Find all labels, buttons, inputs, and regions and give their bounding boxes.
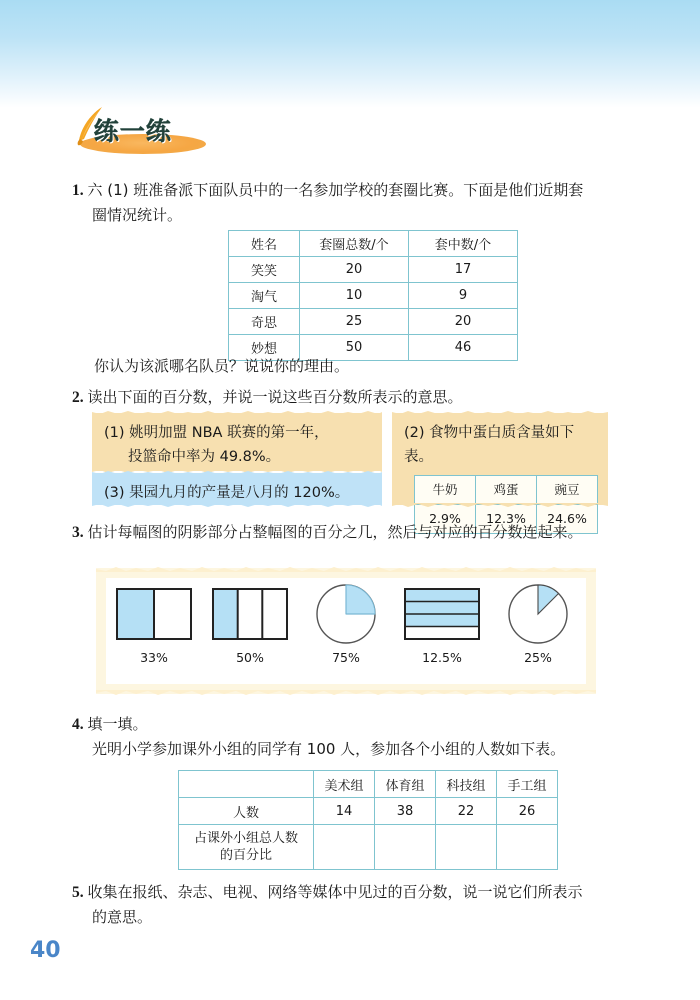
- figure-label-4: 12.5%: [422, 650, 462, 665]
- table1-r3-hit: 46: [409, 335, 518, 361]
- table3-header-sports: 体育组: [375, 771, 436, 798]
- table3-percent-art[interactable]: [314, 825, 375, 870]
- question-5-text-line1: 收集在报纸、杂志、电视、网络等媒体中见过的百分数，说一说它们所表示: [87, 883, 583, 901]
- table3-header-art: 美术组: [314, 771, 375, 798]
- question-5-number: 5.: [72, 884, 84, 901]
- table1-r1-name: 淘气: [229, 283, 300, 309]
- figure-cell-5: [492, 578, 584, 665]
- table1-r0-hit: 17: [409, 257, 518, 283]
- figure-cell-3: [300, 578, 392, 665]
- table1-r2-total: 25: [300, 309, 409, 335]
- figures-frame: [96, 568, 596, 694]
- question-1-followup: 你认为该派哪名队员？说说你的理由。: [94, 357, 350, 375]
- table3-percent-sports[interactable]: [375, 825, 436, 870]
- question-3: [72, 520, 632, 545]
- table2-header-egg: 鸡蛋: [476, 476, 537, 505]
- table2-header-milk: 牛奶: [415, 476, 476, 505]
- percent-example-box-2: [392, 413, 608, 526]
- box1-label: (1): [104, 425, 125, 441]
- figure-label-3: 75%: [332, 650, 360, 665]
- table1-r0-name: 笑笑: [229, 257, 300, 283]
- table3-count-craft: 26: [497, 798, 558, 825]
- figure-label-5: 25%: [524, 650, 552, 665]
- figure-cell-4: [396, 578, 488, 665]
- extracurricular-groups-table: [178, 770, 558, 870]
- table3-count-tech: 22: [436, 798, 497, 825]
- figure-cell-1: [108, 578, 200, 665]
- torn-edge-bottom: [96, 690, 596, 696]
- table2-value-milk: 2.9%: [415, 505, 476, 534]
- box3-line1: 果园九月的产量是八月的 120%。: [129, 485, 350, 501]
- table-header-row: [229, 231, 518, 257]
- table-row: [229, 257, 518, 283]
- torn-edge-bottom: [92, 503, 382, 508]
- table3-percent-tech[interactable]: [436, 825, 497, 870]
- question-1-number: 1.: [72, 182, 84, 199]
- table1-r3-total: 50: [300, 335, 409, 361]
- figure-circle-quarter: [300, 578, 392, 650]
- question-4-number: 4.: [72, 716, 84, 733]
- table-header-row: [415, 476, 598, 505]
- table1-r3-name: 妙想: [229, 335, 300, 361]
- table3-header-tech: 科技组: [436, 771, 497, 798]
- question-1: [72, 178, 632, 228]
- table3-corner-cell: [179, 771, 314, 798]
- table1-header-name: 姓名: [229, 231, 300, 257]
- table-row: [229, 309, 518, 335]
- box2-line1: 食物中蛋白质含量如下表。: [404, 425, 575, 465]
- table1-r2-hit: 20: [409, 309, 518, 335]
- section-title: 练一练: [94, 117, 173, 146]
- box1-line1: 姚明加盟 NBA 联赛的第一年，: [129, 425, 329, 441]
- table2-value-pea: 24.6%: [537, 505, 598, 534]
- question-4-text-line2: 光明小学参加课外小组的同学有 100 人，参加各个小组的人数如下表。: [92, 740, 566, 758]
- torn-edge-bottom: [392, 503, 608, 508]
- table2-header-pea: 豌豆: [537, 476, 598, 505]
- table3-row-percent-label: [179, 825, 314, 870]
- question-5: [72, 880, 632, 930]
- table-row: [179, 798, 558, 825]
- table3-percent-label-line1: 占课外小组总人数: [193, 831, 298, 846]
- table3-row-count-label: 人数: [179, 798, 314, 825]
- table3-percent-craft[interactable]: [497, 825, 558, 870]
- table3-count-sports: 38: [375, 798, 436, 825]
- figure-circle-eighth: [492, 578, 584, 650]
- question-2: [72, 385, 632, 410]
- table3-header-craft: 手工组: [497, 771, 558, 798]
- box3-label: (3): [104, 485, 125, 501]
- table-header-row: [179, 771, 558, 798]
- table1-r1-hit: 9: [409, 283, 518, 309]
- question-2-number: 2.: [72, 389, 84, 406]
- table1-header-hit: 套中数/个: [409, 231, 518, 257]
- question-3-text: 估计每幅图的阴影部分占整幅图的百分之几，然后与对应的百分数连起来。: [87, 523, 583, 541]
- question-4-text-line1: 填一填。: [87, 715, 148, 733]
- torn-edge-top: [92, 410, 382, 415]
- question-5-text-line2: 的意思。: [92, 908, 153, 926]
- figures-row: [106, 578, 586, 684]
- figure-label-2: 50%: [236, 650, 264, 665]
- question-1-text-line2: 圈情况统计。: [92, 206, 183, 224]
- table1-r2-name: 奇思: [229, 309, 300, 335]
- torn-edge-top: [392, 410, 608, 415]
- question-1-text-line1: 六 (1) 班准备派下面队员中的一名参加学校的套圈比赛。下面是他们近期套: [87, 181, 584, 199]
- figure-label-1: 33%: [140, 650, 168, 665]
- page-number: 40: [30, 938, 61, 963]
- question-4: [72, 712, 632, 762]
- table1-r0-total: 20: [300, 257, 409, 283]
- section-header: [72, 104, 292, 164]
- figure-rect-halves: [108, 578, 200, 650]
- figure-rect-four-strips: [396, 578, 488, 650]
- torn-edge-top: [96, 566, 596, 572]
- percent-example-box-3: [92, 473, 382, 505]
- percent-example-box-1: [92, 413, 382, 471]
- box2-label: (2): [404, 425, 425, 441]
- box1-line2: 投篮命中率为 49.8%。: [128, 449, 281, 465]
- table2-value-egg: 12.3%: [476, 505, 537, 534]
- table1-r1-total: 10: [300, 283, 409, 309]
- figure-cell-2: [204, 578, 296, 665]
- ring-toss-table: [228, 230, 518, 361]
- question-2-text: 读出下面的百分数，并说一说这些百分数所表示的意思。: [87, 388, 463, 406]
- question-3-number: 3.: [72, 524, 84, 541]
- table3-count-art: 14: [314, 798, 375, 825]
- table1-header-total: 套圈总数/个: [300, 231, 409, 257]
- table3-percent-label-line2: 的百分比: [219, 848, 272, 863]
- torn-edge-top: [92, 470, 382, 475]
- table-row: [229, 283, 518, 309]
- table-row: [179, 825, 558, 870]
- figure-rect-thirds: [204, 578, 296, 650]
